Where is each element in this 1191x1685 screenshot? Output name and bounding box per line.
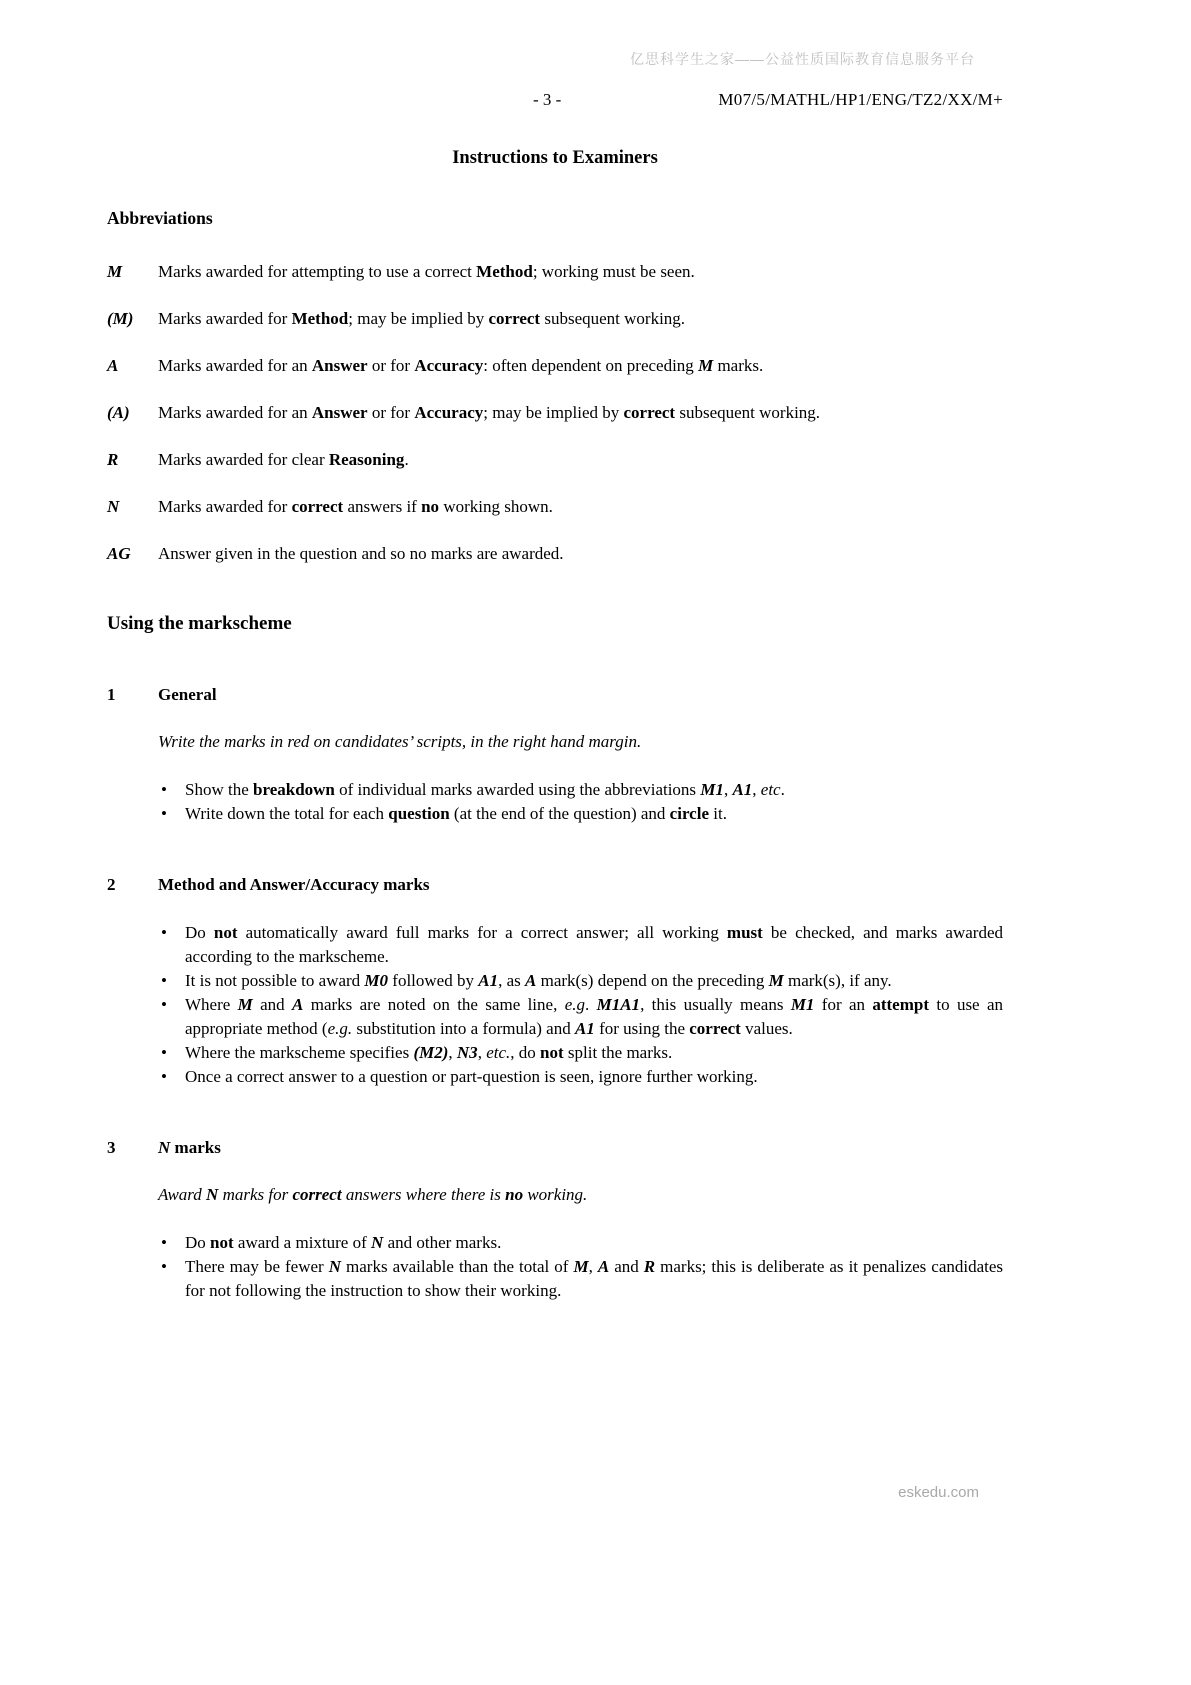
abbreviation-text: Marks awarded for an Answer or for Accuracy; may be implied by correct subsequent working.	[158, 403, 821, 422]
abbreviation-code: (M)	[107, 309, 134, 328]
bullet-item: • Do not award a mixture of N and other marks.	[158, 1231, 1003, 1255]
bullet-item: • Where M and A marks are noted on the same line, e.g. M1A1, this usually means M1 for an attempt to use an appropriate method (e.g. substitution into a formula) and A1 for using the correct values.	[158, 993, 1003, 1041]
section-body	[158, 730, 1003, 826]
section-body	[158, 1183, 1003, 1303]
bullet-item: • There may be fewer N marks available than the total of M, A and R marks; this is deliberate as it penalizes candidates for not following the instruction to show their working.	[158, 1255, 1003, 1303]
bullet-list	[158, 778, 1003, 826]
abbreviation-row	[107, 307, 1003, 331]
section-title: General	[158, 685, 217, 704]
abbreviation-text: Answer given in the question and so no marks are awarded.	[158, 544, 564, 563]
page-number: - 3 -	[533, 90, 562, 109]
abbreviation-code: N	[107, 497, 120, 516]
section-title: Method and Answer/Accuracy marks	[158, 875, 430, 894]
section-number: 2	[107, 875, 116, 894]
abbreviation-text: Marks awarded for attempting to use a correct Method; working must be seen.	[158, 262, 695, 281]
bullet-item: • Once a correct answer to a question or part-question is seen, ignore further working.	[158, 1065, 1003, 1089]
section-method-answer-accuracy	[107, 873, 1003, 1089]
bullet-item: • Write down the total for each question (at the end of the question) and circle it.	[158, 802, 1003, 826]
using-markscheme-heading: Using the markscheme	[107, 613, 292, 634]
section-n-marks	[107, 1136, 1003, 1303]
abbreviation-code: AG	[107, 544, 131, 563]
abbreviation-text: Marks awarded for correct answers if no working shown.	[158, 497, 553, 516]
abbreviation-row	[107, 448, 1003, 472]
abbreviation-code: A	[107, 356, 119, 375]
abbreviations-heading: Abbreviations	[107, 208, 213, 228]
abbreviation-row	[107, 495, 1003, 519]
section-number: 1	[107, 685, 116, 704]
bullet-item: • Show the breakdown of individual marks awarded using the abbreviations M1, A1, etc.	[158, 778, 1003, 802]
section-intro: Award N marks for correct answers where there is no working.	[158, 1185, 588, 1204]
bottom-watermark: eskedu.com	[898, 1484, 979, 1501]
section-heading-row	[107, 683, 1003, 707]
top-watermark: 亿思科学生之家——公益性质国际教育信息服务平台	[630, 51, 975, 67]
abbreviation-text: Marks awarded for an Answer or for Accuracy: often dependent on preceding M marks.	[158, 356, 764, 375]
abbreviation-row	[107, 542, 1003, 566]
abbreviation-row	[107, 260, 1003, 284]
bullet-list	[158, 1231, 1003, 1303]
bullet-item: • It is not possible to award M0 followed by A1, as A mark(s) depend on the preceding M mark(s), if any.	[158, 969, 1003, 993]
section-heading-row	[107, 873, 1003, 897]
abbreviations-list	[107, 260, 1003, 566]
abbreviation-text: Marks awarded for clear Reasoning.	[158, 450, 409, 469]
section-number: 3	[107, 1138, 116, 1157]
bullet-list	[158, 921, 1003, 1089]
page-title: Instructions to Examiners	[452, 148, 658, 168]
abbreviation-row	[107, 401, 1003, 425]
document-code: M07/5/MATHL/HP1/ENG/TZ2/XX/M+	[718, 90, 1003, 109]
section-title: N marks	[158, 1138, 221, 1157]
abbreviation-row	[107, 354, 1003, 378]
abbreviation-code: M	[107, 262, 123, 281]
bullet-item: • Where the markscheme specifies (M2), N3, etc., do not split the marks.	[158, 1041, 1003, 1065]
section-intro: Write the marks in red on candidates’ scripts, in the right hand margin.	[158, 732, 642, 751]
section-body	[158, 921, 1003, 1089]
abbreviation-code: (A)	[107, 403, 130, 422]
abbreviation-text: Marks awarded for Method; may be implied by correct subsequent working.	[158, 309, 686, 328]
abbreviation-code: R	[107, 450, 119, 469]
bullet-item: • Do not automatically award full marks for a correct answer; all working must be checked, and marks awarded according to the markscheme.	[158, 921, 1003, 969]
section-heading-row	[107, 1136, 1003, 1160]
section-general	[107, 683, 1003, 826]
